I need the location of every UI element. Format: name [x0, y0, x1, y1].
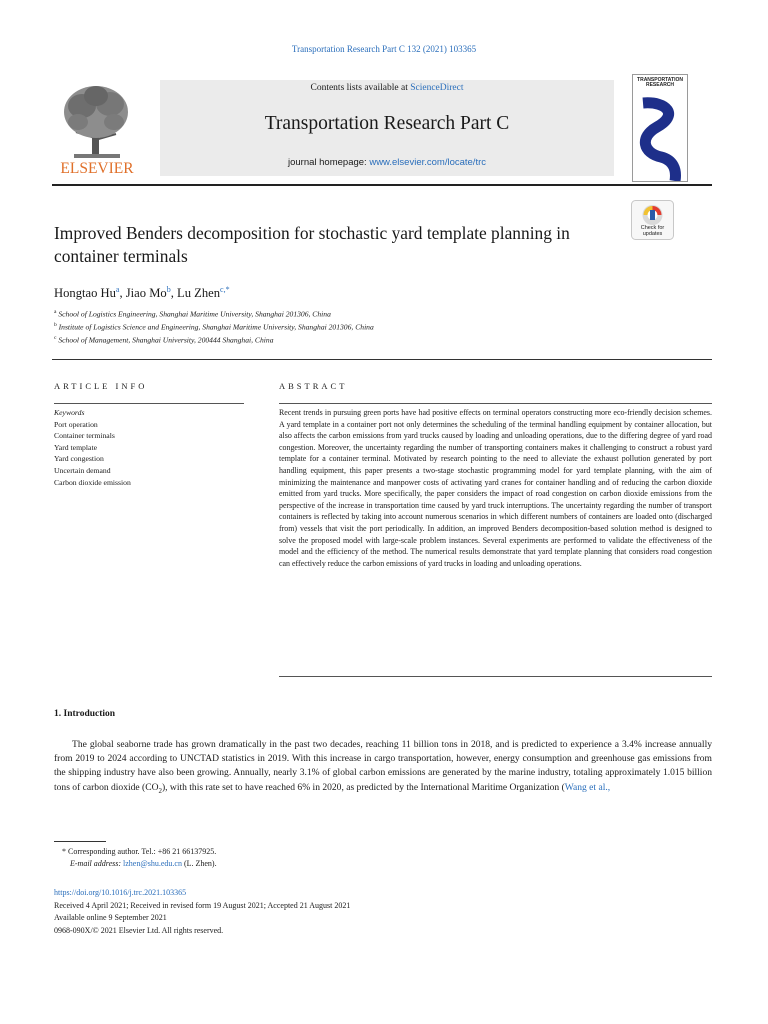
available-online: Available online 9 September 2021 — [54, 913, 167, 922]
corresponding-author: * Corresponding author. Tel.: +86 21 66137925. — [62, 847, 217, 856]
abstract-text: Recent trends in pursuing green ports have had positive effects on terminal operators constructing more eco-friendly decision schemes. A yard template in a container port not only determines the scheduling of the terminal handling equipment by container allocation, but also affects the carbon emissions from yard trucks caused by loading and unloading operations, due to the differing degree of yard road congestion. Moreover, the uncertainty regarding the number of transporting containers makes it challenging to construct a robust yard template for a container terminal. Motivated by research pointing to the need to alleviate the exhaust pollution generated by port handling equipment, this paper presents a two-stage stochastic programming model for yard template planning, with the aim of minimizing the maintenance and manpower costs of activating yard cranes for container handling and of reducing the carbon dioxide emitted from yard trucks. More specifically, the paper considers the impact of road congestion on carbon dioxide emissions from the perspective of the increase in transportation time caused by yard truck interruptions. The uncertainty regarding the number of transport containers is reflected by taking into account numerous scenarios in which different numbers of containers are loaded onto (discharged from) vessels that visit the port periodically. In addition, an improved Benders decomposition-based solution method is designed to solve the proposed model with large-scale problem instances. Several experiments are performed to validate the effectiveness of the model and the efficiency of the method. The numerical results demonstrate that yard template planning that considers road congestion can effectively reduce the carbon emissions of yard trucks in loading and unloading operations. — [279, 408, 712, 568]
homepage-line: journal homepage: www.elsevier.com/locate/trc — [287, 157, 487, 168]
author-affiliation-mark[interactable]: c,* — [220, 285, 230, 294]
header-divider — [52, 184, 712, 186]
publisher-name: ELSEVIER — [60, 160, 134, 176]
introduction-paragraph: The global seaborne trade has grown dramatically in the past two decades, reaching 11 billion tons in 2018, and is predicted to experience a 3.4% increase annually from 2019 to 2024 according to UNCTAD statistics in 2019. With this increase in cargo transportation, however, energy consumption and greenhouse gas emissions from the shipping industry have also been growing. Annually, nearly 3.1% of global carbon emissions are generated by the marine industry, totaling approximately 1.015 billion tons of carbon dioxide $(CO_2)$, with this rate set to have reached 6% in 2020, as predicted by the International Maritime Organization (Wang et al., — [54, 739, 712, 795]
author-list: Hongtao Hu$^a$, Jiao Mo$^b$, Lu Zhen$^{c,*}$ — [54, 285, 230, 301]
journal-cover[interactable] — [632, 74, 688, 182]
paper-title: Improved Benders decomposition for stochastic yard template planning in container terminals — [54, 223, 570, 266]
abstract-heading: ABSTRACT — [279, 381, 348, 391]
author-name: Hongtao Hu — [54, 286, 116, 301]
keyword: Uncertain demand — [54, 465, 111, 475]
keyword: Yard congestion — [54, 454, 104, 464]
affiliation: $^b$ Institute of Logistics Science and Engineering, Shanghai Maritime University, Shanghai 201306, China — [54, 322, 374, 332]
keywords-label: Keywords — [54, 408, 85, 417]
journal-banner — [160, 80, 614, 176]
affiliation: $^c$ School of Management, Shanghai University, 200444 Shanghai, China — [54, 335, 274, 345]
reference-link[interactable]: Wang et al., — [564, 781, 611, 793]
journal-citation[interactable]: Transportation Research Part C 132 (2021) 103365 — [291, 44, 477, 54]
cover-road-icon — [633, 91, 687, 181]
journal-title: Transportation Research Part C — [264, 113, 510, 134]
keyword: Port operation — [54, 419, 98, 429]
footnote-rule — [54, 841, 106, 842]
introduction-heading: 1. Introduction — [54, 709, 116, 719]
doi-link[interactable]: https://doi.org/10.1016/j.trc.2021.103365 — [54, 888, 187, 897]
author-name: Jiao Mo — [125, 286, 167, 301]
elsevier-tree-icon — [52, 78, 142, 176]
keyword: Yard template — [54, 442, 97, 452]
cover-title: TRANSPORTATION RESEARCH — [637, 77, 683, 89]
copyright: 0968-090X/© 2021 Elsevier Ltd. All rights reserved. — [54, 925, 224, 935]
keyword: Container terminals — [54, 431, 115, 441]
author-affiliation-mark[interactable]: b — [166, 285, 171, 294]
article-info-heading: ARTICLE INFO — [54, 381, 148, 391]
elsevier-logo — [52, 78, 142, 176]
affiliation: $^a$ School of Logistics Engineering, Shanghai Maritime University, Shanghai 201306, China — [54, 309, 331, 319]
author-name: Lu Zhen — [177, 286, 221, 301]
contents-line: Contents lists available at ScienceDirect — [310, 83, 464, 93]
email-label: E-mail address: — [70, 859, 122, 868]
article-info-rule — [54, 403, 244, 404]
sciencedirect-link[interactable]: ScienceDirect — [410, 83, 464, 93]
keywords-list — [54, 407, 131, 488]
check-for-updates-button[interactable] — [631, 200, 674, 240]
publication-info — [54, 887, 350, 937]
footnote: * Corresponding author. Tel.: +86 21 66137925. E-mail address: lzhen@shu.edu.cn (L. Zhen). — [62, 847, 217, 868]
abstract-rule-bottom — [279, 676, 712, 677]
section-divider — [52, 359, 712, 360]
abstract-rule-top — [279, 403, 712, 404]
check-updates-label: Check for updates — [640, 225, 665, 237]
received-dates: Received 4 April 2021; Received in revised form 19 August 2021; Accepted 21 August 2021 — [54, 900, 351, 910]
author-affiliation-mark[interactable]: a — [115, 285, 120, 294]
journal-homepage-link[interactable]: www.elsevier.com/locate/trc — [369, 157, 487, 168]
email-link[interactable]: lzhen@shu.edu.cn — [123, 859, 182, 868]
keyword: Carbon dioxide emission — [54, 477, 131, 487]
